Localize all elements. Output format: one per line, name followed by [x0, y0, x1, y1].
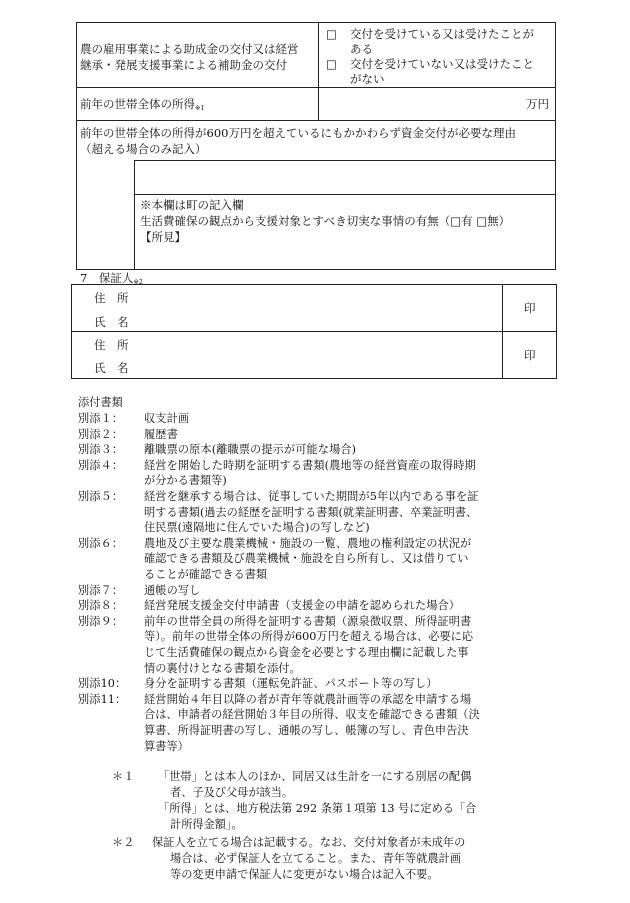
option-received: ある	[350, 42, 373, 56]
attachment-text: 通帳の写し	[144, 583, 201, 597]
attachment-text: が分かる書類等)	[144, 474, 227, 488]
subsidy-label: 農の雇用事業による助成金の交付又は経営	[80, 42, 299, 56]
attachment-item	[78, 412, 189, 426]
option-received: 交付を受けている又は受けたことが	[350, 27, 534, 41]
town-note: ※本欄は町の記入欄	[140, 198, 244, 212]
attachment-item	[78, 599, 460, 613]
subsidy-label: 継承・発展支援事業による補助金の交付	[80, 58, 287, 72]
option-not-received: 交付を受けていない又は受けたこと	[350, 57, 534, 71]
attachment-item	[78, 490, 479, 504]
note-2-text: 等の変更申請で保証人に変更がない場合は記入不要。	[170, 868, 439, 881]
attachment-label: 別添４：	[78, 458, 124, 472]
attachment-item	[78, 693, 471, 707]
attachment-text: 等）。前年の世帯全体の所得が600万円を超える場合は、必要に応	[144, 630, 474, 644]
attachment-label: 別添３：	[78, 443, 124, 457]
attachment-item	[78, 615, 471, 629]
note-2-text: 場合は、必ず保証人を立てること。また、青年等就農計画	[170, 852, 461, 865]
table-divider	[76, 120, 556, 121]
table-divider	[502, 284, 503, 379]
checkbox-received[interactable]: □	[326, 27, 337, 41]
table-divider	[318, 22, 319, 120]
name-label: 氏 名	[94, 361, 129, 375]
attachment-text: 身分を証明する書類（運転免許証、パスポート等の写し）	[144, 677, 438, 691]
note-1-text: 計所得金額」。	[170, 818, 243, 831]
attachment-text: 離職票の原本(離職票の提示が可能な場合)	[144, 443, 357, 457]
attachment-item	[78, 537, 471, 551]
attachment-label: 別添10：	[78, 677, 127, 691]
attachment-item	[78, 428, 178, 442]
table-divider	[71, 331, 557, 332]
attachment-text: 経営開始４年目以降の者が青年等就農計画等の承認を申請する場	[144, 692, 472, 706]
attachment-text: 農地及び主要な農業機械・施設の一覧、農地の権利設定の状況が	[144, 536, 472, 550]
attachment-label: 別添１：	[78, 412, 124, 425]
attachment-text: 前年の世帯全員の所得を証明する書類（源泉徴収票、所得証明書	[144, 614, 472, 628]
attachment-label: 別添２：	[78, 427, 124, 441]
attachment-label: 別添11：	[78, 692, 127, 706]
attachment-label: 別添５：	[78, 490, 124, 503]
note-1-text: 「世帯」とは本人のほか、同居又は生計を一にする別居の配偶	[158, 770, 472, 783]
reason-label: （超える場合のみ記入）	[80, 142, 207, 156]
income-label: 前年の世帯全体の所得※1	[80, 97, 205, 112]
attachment-text: 確認できる書類及び農業機械・施設を自ら所有し、又は借りてい	[144, 552, 469, 566]
attachment-item	[78, 584, 200, 598]
attachment-item	[78, 443, 356, 457]
note-2-text: 保証人を立てる場合は記載する。なお、交付対象者が未成年の	[152, 836, 466, 849]
attachment-text: 算書等）	[144, 739, 189, 753]
town-opinion: 【所見】	[140, 230, 186, 244]
attachment-text: 経営発展支援金交付申請書（支援金の申請を認められた場合）	[144, 599, 461, 613]
name-label: 氏 名	[94, 315, 129, 329]
address-label: 住 所	[94, 338, 129, 352]
income-unit: 万円	[526, 97, 549, 111]
attachment-label: 別添７：	[78, 583, 124, 597]
option-not-received: がない	[350, 72, 385, 86]
note-1-mark: ＊１	[112, 770, 135, 783]
attachments-heading: 添付書類	[78, 396, 123, 409]
attachment-text: 明する書類(過去の経歴を証明する書類(就業証明書、卒業証明書、	[144, 505, 478, 519]
attachment-text: 情の裏付けとなる書類を添付。	[144, 661, 301, 675]
attachment-text: 経営を継承する場合は、従事していた期間が5年以内である事を証	[144, 490, 479, 503]
attachment-label: 別添６：	[78, 536, 124, 550]
note-1-text: 者、子及び父母が該当。	[170, 786, 294, 799]
town-question: 生活費確保の観点から支援対象とすべき切実な事情の有無（□有 □無）	[140, 214, 511, 228]
attachment-text: ることが確認できる書類	[144, 568, 268, 581]
seal-mark: 印	[524, 348, 536, 362]
attachment-text: 収支計画	[144, 412, 190, 425]
attachment-text: 履歴書	[144, 427, 178, 441]
address-label: 住 所	[94, 291, 129, 305]
table-divider	[134, 194, 556, 195]
seal-mark: 印	[524, 301, 536, 315]
attachment-text: 住民票(遠隔地に住んでいた場合)の写しなど)	[144, 521, 370, 535]
attachment-label: 別添９：	[78, 614, 124, 628]
attachment-text: 経営を開始した時期を証明する書類(農地等の経営資産の取得時期	[144, 458, 476, 472]
reason-input[interactable]	[135, 161, 555, 193]
attachment-item	[78, 677, 437, 691]
attachment-item	[78, 459, 476, 473]
attachment-text: 合は、申請者の経営開始３年目の所得、収支を確認できる書類（決	[144, 708, 480, 722]
note-1-text: 「所得」とは、地方税法第 292 条第１項第 13 号に定める「合	[158, 802, 477, 815]
table-divider	[76, 87, 556, 88]
checkbox-not-received[interactable]: □	[326, 57, 337, 71]
note-2-mark: ＊２	[112, 836, 135, 849]
guarantor-heading: 7 保証人※2	[80, 271, 143, 286]
reason-label: 前年の世帯全体の所得が600万円を超えているにもかかわらず資金交付が必要な理由	[80, 126, 516, 140]
attachment-text: じて生活費確保の観点から資金を必要とする理由欄に記載した事	[144, 646, 469, 659]
attachment-text: 算書、所得証明書の写し、通帳の写し、帳簿の写し、青色申告決	[144, 724, 469, 737]
attachment-label: 別添８：	[78, 599, 124, 613]
